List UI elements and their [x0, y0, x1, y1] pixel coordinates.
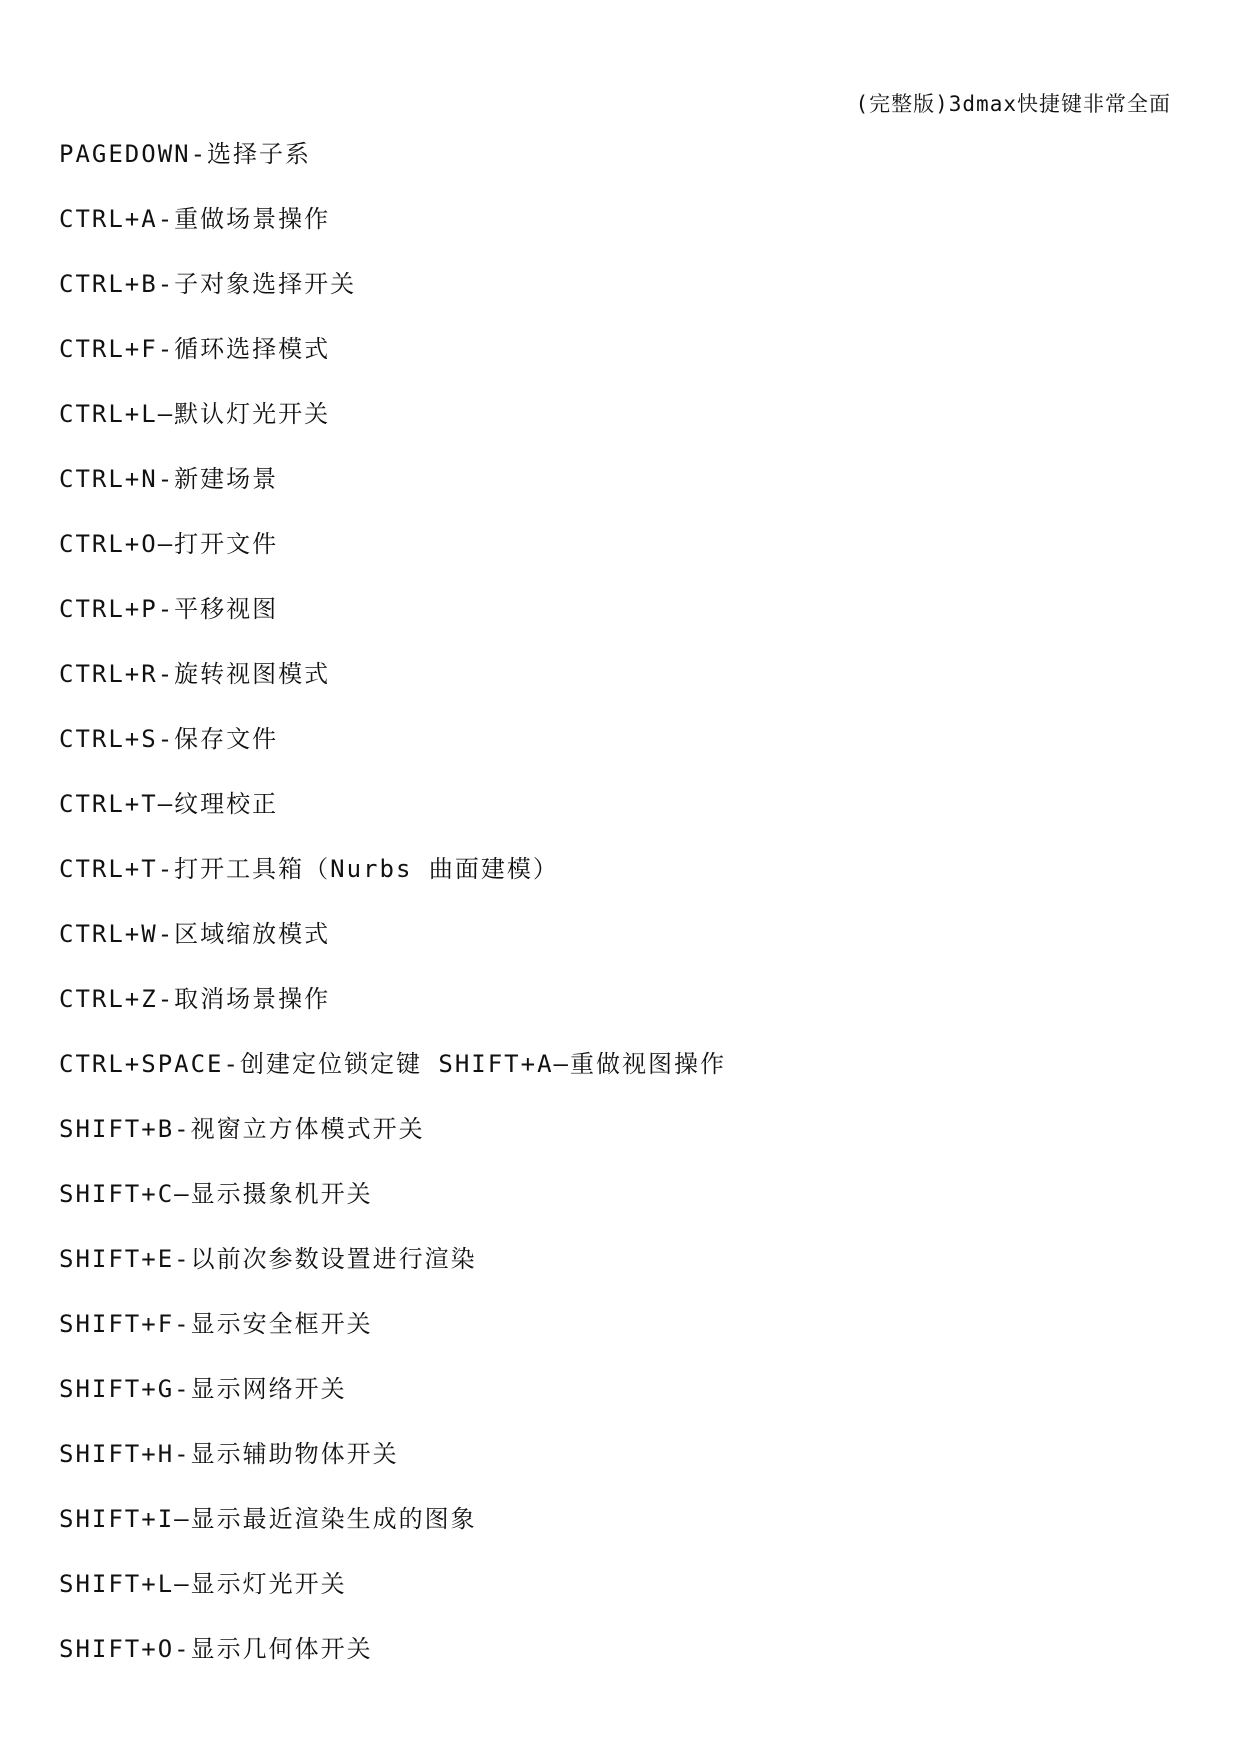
shortcut-line: SHIFT+F-显示安全框开关	[59, 1310, 373, 1338]
shortcut-line: CTRL+S-保存文件	[59, 725, 279, 753]
shortcut-line: SHIFT+C—显示摄象机开关	[59, 1180, 373, 1208]
shortcut-line: SHIFT+B-视窗立方体模式开关	[59, 1115, 425, 1143]
shortcut-line: CTRL+F-循环选择模式	[59, 335, 331, 363]
shortcut-line: SHIFT+H-显示辅助物体开关	[59, 1440, 399, 1468]
shortcut-line: CTRL+Z-取消场景操作	[59, 985, 331, 1013]
shortcut-line: CTRL+O—打开文件	[59, 530, 279, 558]
shortcut-line: SHIFT+I—显示最近渲染生成的图象	[59, 1505, 477, 1533]
shortcut-line: SHIFT+G-显示网络开关	[59, 1375, 347, 1403]
shortcut-line: CTRL+L—默认灯光开关	[59, 400, 331, 428]
shortcut-line: CTRL+A-重做场景操作	[59, 205, 331, 233]
shortcut-line: CTRL+N-新建场景	[59, 465, 279, 493]
shortcut-line: CTRL+SPACE-创建定位锁定键 SHIFT+A—重做视图操作	[59, 1050, 726, 1078]
shortcut-line: CTRL+W-区域缩放模式	[59, 920, 331, 948]
shortcut-line: SHIFT+O-显示几何体开关	[59, 1635, 373, 1663]
shortcut-line: CTRL+B-子对象选择开关	[59, 270, 357, 298]
shortcut-line: PAGEDOWN-选择子系	[59, 140, 312, 168]
shortcut-line: CTRL+T—纹理校正	[59, 790, 279, 818]
shortcut-line: CTRL+R-旋转视图模式	[59, 660, 331, 688]
shortcut-list	[59, 134, 1179, 1694]
shortcut-line: SHIFT+L—显示灯光开关	[59, 1570, 347, 1598]
shortcut-line: CTRL+P-平移视图	[59, 595, 279, 623]
page-header: (完整版)3dmax快捷键非常全面	[855, 92, 1171, 116]
shortcut-line: CTRL+T-打开工具箱（Nurbs 曲面建模）	[59, 855, 559, 883]
shortcut-line: SHIFT+E-以前次参数设置进行渲染	[59, 1245, 477, 1273]
